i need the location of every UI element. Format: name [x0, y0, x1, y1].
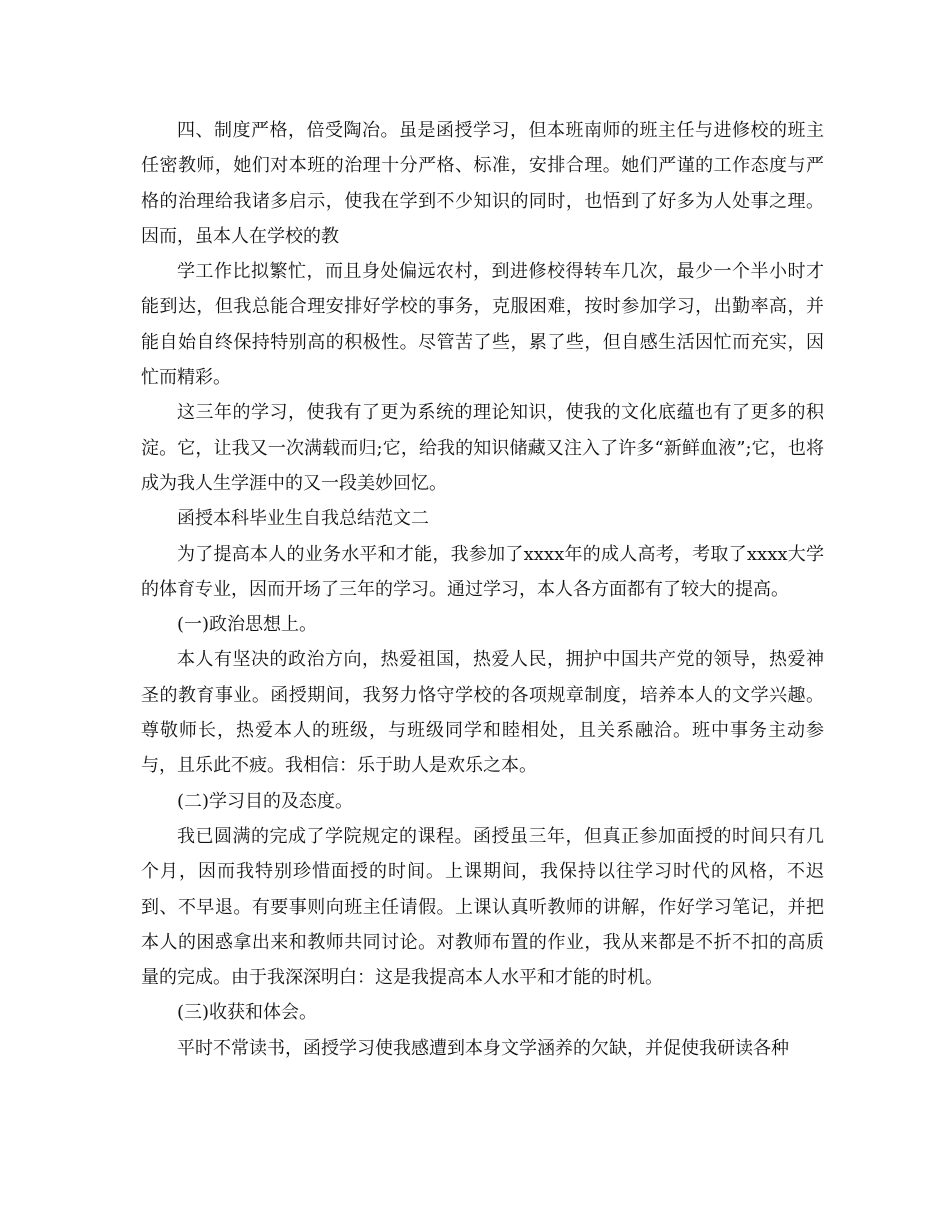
- paragraph-three-years: 这三年的学习，使我有了更为系统的理论知识，使我的文化底蕴也有了更多的积淀。它，让我又一次满载而归;它，给我的知识储藏又注入了许多“新鲜血液”;它，也将成为我人生学涯中的又一段美妙回忆。: [141, 402, 824, 494]
- document-body: [141, 113, 824, 1066]
- paragraph-study-goals: 我已圆满的完成了学院规定的课程。函授虽三年，但真正参加面授的时间只有几个月，因而我特别珍惜面授的时间。上课期间，我保持以往学习时代的风格，不迟到、不早退。有要事则向班主任请假。上课认真听教师的讲解，作好学习笔记，并把本人的困惑拿出来和教师共同讨论。对教师布置的作业，我从来都是不折不扣的高质量的完成。由于我深深明白：这是我提高本人水平和才能的时机。: [141, 825, 824, 989]
- paragraph-harvest: 平时不常读书，函授学习使我感遭到本身文学涵养的欠缺，并促使我研读各种: [177, 1037, 789, 1059]
- subheading-political-thought: (一)政治思想上。: [177, 614, 318, 636]
- paragraph-intro-exam: 为了提高本人的业务水平和才能，我参加了xxxx年的成人高考，考取了xxxx大学的体育专业，因而开场了三年的学习。通过学习，本人各方面都有了较大的提高。: [141, 543, 824, 600]
- paragraph-busy-work: 学工作比拟繁忙，而且身处偏远农村，到进修校得转车几次，最少一个半小时才能到达，但我总能合理安排好学校的事务，克服困难，按时参加学习，出勤率高，并能自始自终保持特别高的积极性。尽管苦了些，累了些，但自感生活因忙而充实，因忙而精彩。: [141, 261, 824, 389]
- subheading-study-goals: (二)学习目的及态度。: [177, 790, 354, 812]
- paragraph-political-thought: 本人有坚决的政治方向，热爱祖国，热爱人民，拥护中国共产党的领导，热爱神圣的教育事业。函授期间，我努力恪守学校的各项规章制度，培养本人的文学兴趣。尊敬师长，热爱本人的班级，与班级同学和睦相处，且关系融洽。班中事务主动参与，且乐此不疲。我相信：乐于助人是欢乐之本。: [141, 649, 824, 777]
- subheading-harvest: (三)收获和体会。: [177, 1002, 318, 1024]
- paragraph-rules-strict: 四、制度严格，倍受陶冶。虽是函授学习，但本班南师的班主任与进修校的班主任密教师，她们对本班的治理十分严格、标准，安排合理。她们严谨的工作态度与严格的治理给我诸多启示，使我在学到不少知识的同时，也悟到了好多为人处事之理。因而，虽本人在学校的教: [141, 120, 824, 247]
- section-title-sample-two: 函授本科毕业生自我总结范文二: [177, 508, 429, 530]
